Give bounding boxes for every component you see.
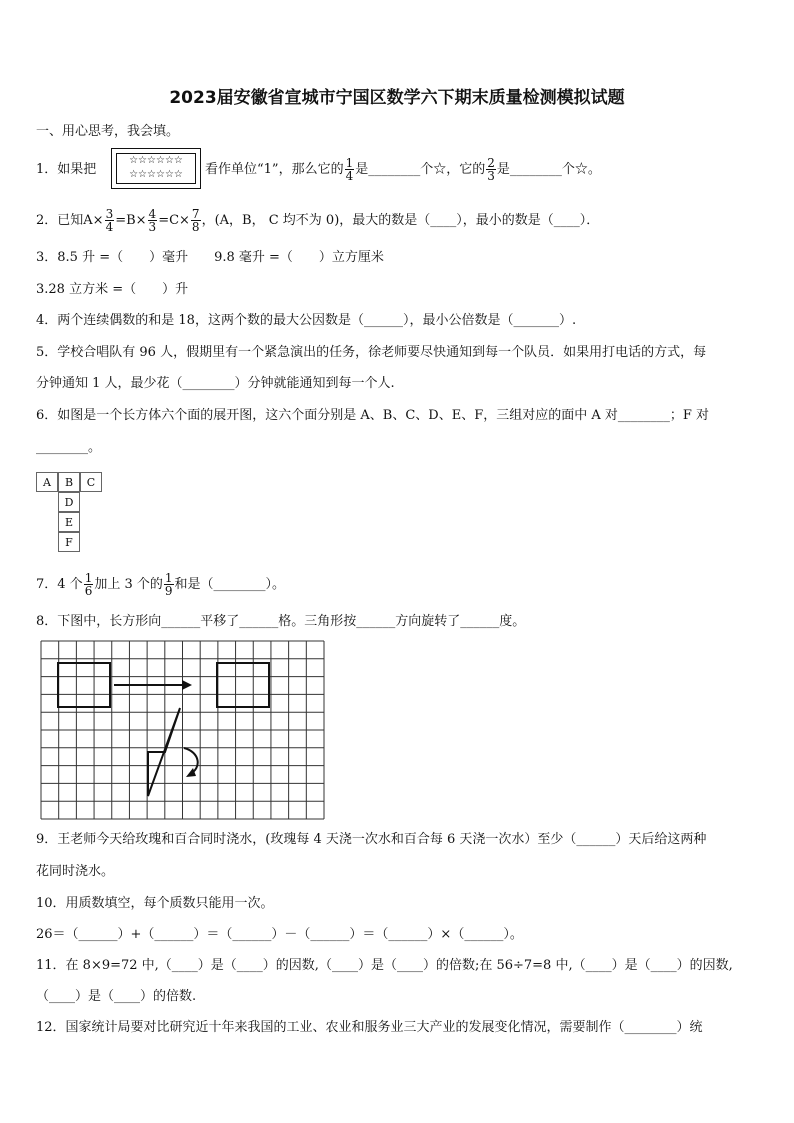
- question-4: 4．两个连续偶数的和是 18，这两个数的最大公因数是（______），最小公倍数是（_______）.: [36, 313, 577, 328]
- question-5-line-2: 分钟通知 1 人，最少花（________）分钟就能通知到每一个人.: [36, 376, 395, 391]
- question-10-line-2: 26＝（______）+（______）＝（______）－（______）＝（______）×（______）。: [36, 927, 523, 942]
- fraction: $\frac{2}{3}$: [487, 156, 495, 183]
- question-6-line-2: ________。: [36, 440, 102, 455]
- question-7: 7．4 个 $\frac{1}{6}$ 加上 3 个的 $\frac{1}{9}$ 和是（________）。: [36, 571, 286, 598]
- question-8: 8．下图中，长方形向______平移了______格。三角形按______方向旋转了______度。: [36, 614, 526, 629]
- net-face-c: C: [80, 472, 102, 492]
- question-3-line-1: 3．8.5 升 =（ ）毫升 9.8 毫升 =（ ）立方厘米: [36, 250, 384, 265]
- fraction: $\frac{1}{6}$: [84, 571, 93, 598]
- rotation-arrowhead: [186, 768, 196, 777]
- question-2: 2．已知A× $\frac{3}{4}$ =B× $\frac{4}{3}$ =C× $\frac{7}{8}$ ，(A，B， C 均不为 0)，最大的数是（____），最小的数是（____）．: [36, 207, 600, 234]
- question-9-line-2: 花同时浇水。: [36, 864, 115, 879]
- net-face-e: E: [58, 512, 80, 532]
- question-10-line-1: 10．用质数填空，每个质数只能用一次。: [36, 896, 274, 911]
- question-5-line-1: 5．学校合唱队有 96 人，假期里有一个紧急演出的任务，徐老师要尽快通知到每一个队员．如果用打电话的方式，每: [36, 345, 707, 360]
- rotation-arrow: [184, 748, 198, 774]
- page-title: 2023届安徽省宣城市宁国区数学六下期末质量检测模拟试题: [169, 88, 625, 108]
- question-1-prefix: 1．如果把: [36, 162, 97, 177]
- question-12: 12．国家统计局要对比研究近十年来我国的工业、农业和服务业三大产业的发展变化情况，需要制作（________）统: [36, 1020, 703, 1035]
- question-11-line-2: （____）是（____）的倍数.: [36, 989, 197, 1004]
- net-face-a: A: [36, 472, 58, 492]
- net-face-d: D: [58, 492, 80, 512]
- question-1-text: 看作单位“1”，那么它的 $\frac{1}{4}$ 是________个☆，它的 $\frac{2}{3}$ 是________个☆。: [205, 156, 601, 183]
- rectangle-moved: [217, 663, 269, 707]
- net-face-f: F: [58, 532, 80, 552]
- triangle-figure: [148, 708, 180, 796]
- translation-arrowhead: [182, 680, 192, 690]
- rectangle-original: [58, 663, 110, 707]
- fraction: $\frac{1}{9}$: [164, 571, 173, 598]
- fraction: $\frac{7}{8}$: [191, 207, 200, 234]
- question-11-line-1: 11．在 8×9=72 中,（____）是（____）的因数,（____）是（____）的倍数;在 56÷7=8 中,（____）是（____）的因数,: [36, 958, 733, 973]
- fraction: $\frac{1}{4}$: [345, 156, 354, 183]
- stars-row-2: ☆☆☆☆☆☆: [129, 169, 183, 180]
- stars-figure: [111, 148, 201, 189]
- question-9-line-1: 9．王老师今天给玫瑰和百合同时浇水，(玫瑰每 4 天浇一次水和百合每 6 天浇一次水）至少（______）天后给这两种: [36, 832, 707, 847]
- question-6-line-1: 6．如图是一个长方体六个面的展开图，这六个面分别是 A、B、C、D、E、F，三组对应的面中 A 对________；F 对: [36, 408, 710, 423]
- net-face-b: B: [58, 472, 80, 492]
- stars-row-1: ☆☆☆☆☆☆: [129, 155, 183, 166]
- fraction: $\frac{3}{4}$: [105, 207, 114, 234]
- section-heading: 一、用心思考，我会填。: [36, 124, 180, 139]
- fraction: $\frac{4}{3}$: [148, 207, 157, 234]
- translation-rotation-grid: [40, 640, 326, 820]
- question-3-line-2: 3.28 立方米 =（ ）升: [36, 282, 189, 297]
